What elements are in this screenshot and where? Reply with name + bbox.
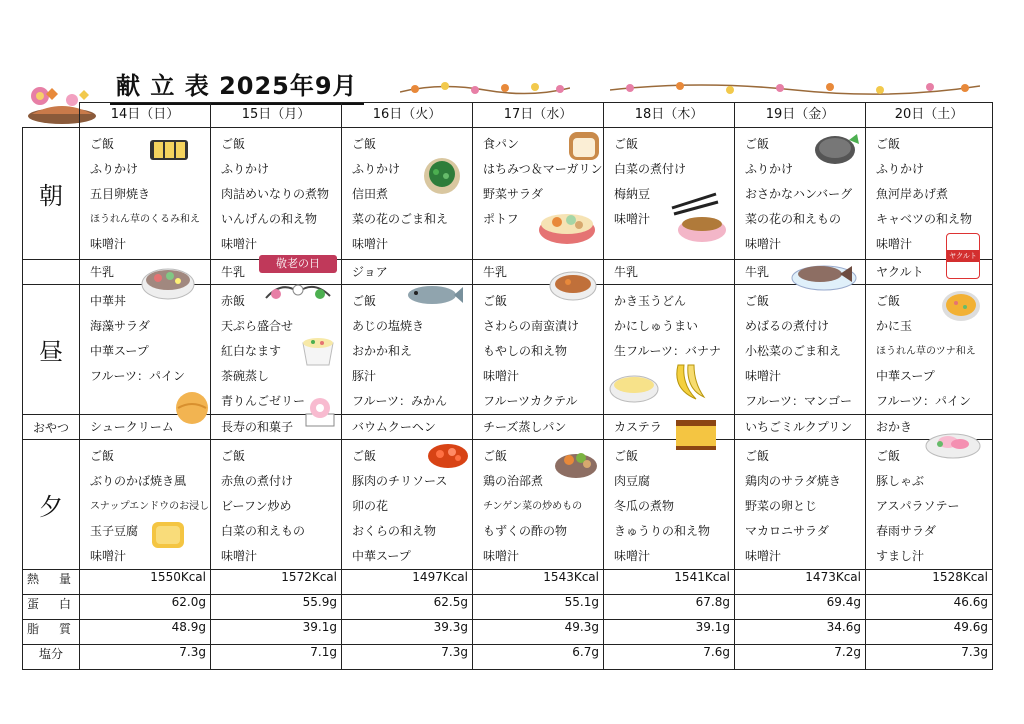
menu-item: 肉詰めいなりの煮物 (221, 187, 330, 201)
menu-cell (473, 285, 604, 415)
menu-item: 信田煮 (352, 187, 389, 201)
day-header: 19日（金） (735, 103, 866, 128)
cream-puff-icon (174, 390, 210, 426)
menu-item: ご飯 (221, 449, 246, 463)
menu-table (22, 102, 993, 670)
menu-item: ご飯 (483, 294, 508, 308)
nutrition-value: 69.4g (735, 595, 866, 620)
day-header: 17日（水） (473, 103, 604, 128)
day-header: 15日（月） (211, 103, 342, 128)
menu-item: さわらの南蛮漬け (483, 319, 580, 333)
menu-item: 中華スープ (90, 344, 149, 358)
leaf-garland-icon (610, 78, 980, 100)
row-label-lunch: 昼 (23, 285, 80, 415)
menu-item: 中華丼 (90, 294, 127, 308)
menu-item: もずくの酢の物 (483, 524, 568, 538)
nutrition-value: 48.9g (80, 620, 211, 645)
nutrition-label: 塩分 (23, 645, 80, 670)
menu-item: おさかなハンバーグ (745, 187, 853, 201)
menu-item: おかか和え (352, 344, 413, 358)
menu-item: 鶏肉のサラダ焼き (745, 474, 841, 488)
nutrition-value: 49.3g (473, 620, 604, 645)
nutrition-value: 7.3g (80, 645, 211, 670)
menu-item: 味噌汁 (221, 549, 258, 563)
menu-item: 白菜の和えもの (221, 524, 306, 538)
menu-item: 青りんごゼリー (221, 394, 306, 408)
menu-item: ふりかけ (90, 162, 139, 176)
row-label-drink (23, 260, 80, 285)
snack-item: バウムクーヘン (342, 415, 473, 440)
lunch-row (23, 285, 993, 415)
drink-item: ジョア (342, 260, 473, 285)
menu-item: 味噌汁 (614, 549, 651, 563)
nutrition-value: 6.7g (473, 645, 604, 670)
menu-item: キャベツの和え物 (876, 212, 973, 226)
udon-bowl-icon (608, 365, 660, 405)
menu-item: いんげんの和え物 (221, 212, 318, 226)
nutrition-value: 7.1g (211, 645, 342, 670)
nutrition-value: 1541Kcal (604, 570, 735, 595)
menu-item: ご飯 (483, 449, 508, 463)
menu-item: ほうれん草のツナ和え (876, 346, 976, 357)
menu-item: ご飯 (90, 137, 115, 151)
fish-hamburg-icon (813, 130, 861, 168)
nutrition-row (23, 620, 993, 645)
menu-item: すまし汁 (876, 549, 925, 563)
menu-item: スナップエンドウのお浸し (90, 501, 210, 512)
menu-item: かに玉 (876, 319, 913, 333)
nutrition-value: 39.1g (211, 620, 342, 645)
menu-cell (866, 285, 993, 415)
menu-item: 中華スープ (352, 549, 411, 563)
nutrition-row (23, 570, 993, 595)
day-header: 14日（日） (80, 103, 211, 128)
menu-cell (80, 128, 211, 260)
menu-item: 豚しゃぶ (876, 474, 925, 488)
menu-item: 紅白なます (221, 344, 282, 358)
menu-item: 肉豆腐 (614, 474, 651, 488)
celebration-crane-icon (262, 276, 334, 304)
drink-item: 牛乳 (604, 260, 735, 285)
menu-item: フルーツ：マンゴー (745, 394, 853, 408)
menu-item: ご飯 (221, 137, 246, 151)
yakult-label: ヤクルト (947, 250, 979, 262)
chawanmushi-icon (297, 329, 339, 369)
menu-item: 小松菜のごま和え (745, 344, 842, 358)
menu-item: ご飯 (614, 449, 639, 463)
menu-item: きゅうりの和え物 (614, 524, 711, 538)
menu-item: 菜の花の和えもの (745, 212, 842, 226)
spinach-bowl-icon (420, 156, 464, 196)
menu-item: もやしの和え物 (483, 344, 568, 358)
pot-au-feu-icon (537, 200, 597, 248)
menu-cell (604, 440, 735, 570)
menu-item: 白菜の煮付け (614, 162, 687, 176)
wagashi-icon (304, 392, 336, 428)
menu-cell (735, 128, 866, 260)
leaf-garland-icon (400, 78, 570, 100)
menu-item: 味噌汁 (745, 369, 782, 383)
dinner-row (23, 440, 993, 570)
day-header: 18日（木） (604, 103, 735, 128)
menu-item: 豚肉のチリソース (352, 474, 448, 488)
menu-item: ふりかけ (876, 162, 925, 176)
snack-item: チーズ蒸しパン (473, 415, 604, 440)
menu-item: ご飯 (614, 137, 639, 151)
menu-item: ご飯 (876, 449, 901, 463)
menu-item: ご飯 (876, 294, 901, 308)
menu-item: ご飯 (745, 449, 770, 463)
drink-item: 牛乳 (80, 260, 211, 285)
menu-item: ご飯 (352, 449, 377, 463)
menu-item: 食パン (483, 137, 520, 151)
menu-item: 味噌汁 (483, 549, 520, 563)
natto-bowl-icon (666, 190, 730, 246)
menu-cell (604, 285, 735, 415)
menu-cell (342, 128, 473, 260)
nutrition-label: 蛋 白 (23, 595, 80, 620)
nutrition-value: 62.5g (342, 595, 473, 620)
nutrition-value: 39.1g (604, 620, 735, 645)
nutrition-label: 熱 量 (23, 570, 80, 595)
menu-cell (473, 440, 604, 570)
nutrition-value: 49.6g (866, 620, 993, 645)
menu-item: 野菜サラダ (483, 187, 543, 201)
toast-icon (565, 128, 603, 162)
menu-item: 味噌汁 (876, 237, 913, 251)
snack-item: 長寿の和菓子 (211, 415, 342, 440)
banana-icon (668, 359, 708, 405)
menu-item: めばるの煮付け (745, 319, 830, 333)
aji-fish-icon (404, 282, 464, 308)
menu-item: 春雨サラダ (876, 524, 936, 538)
menu-item: あじの塩焼き (352, 319, 425, 333)
nutrition-value: 55.9g (211, 595, 342, 620)
breakfast-row (23, 128, 993, 260)
menu-item: ぶりのかば焼き風 (90, 474, 187, 488)
snack-item: いちごミルクプリン (735, 415, 866, 440)
nutrition-value: 1528Kcal (866, 570, 993, 595)
drink-item: 牛乳 (735, 260, 866, 285)
menu-item: ふりかけ (221, 162, 270, 176)
menu-item: ご飯 (745, 137, 770, 151)
menu-item: 味噌汁 (745, 237, 782, 251)
mebaru-fish-icon (790, 256, 858, 292)
chukadon-bowl-icon (140, 258, 196, 302)
snack-row (23, 415, 993, 440)
nutrition-value: 1497Kcal (342, 570, 473, 595)
menu-item: 菜の花のごま和え (352, 212, 449, 226)
menu-item: 卯の花 (352, 499, 389, 513)
menu-item: 味噌汁 (352, 237, 389, 251)
nutrition-row (23, 645, 993, 670)
menu-cell (604, 128, 735, 260)
menu-item: かにしゅうまい (614, 319, 699, 333)
row-label-dinner: 夕 (23, 440, 80, 570)
menu-item: 梅納豆 (614, 187, 651, 201)
kanitama-icon (940, 287, 982, 323)
menu-item: フルーツ：パイン (876, 394, 972, 408)
day-header: 16日（火） (342, 103, 473, 128)
nutrition-row (23, 595, 993, 620)
nutrition-value: 39.3g (342, 620, 473, 645)
menu-item: 赤飯 (221, 294, 246, 308)
menu-item: 味噌汁 (90, 237, 127, 251)
menu-item: 野菜の卵とじ (745, 499, 818, 513)
page-title: 献 立 表 2025年9月 (110, 70, 364, 105)
nutrition-value: 1543Kcal (473, 570, 604, 595)
nutrition-value: 46.6g (866, 595, 993, 620)
menu-item: フルーツ：パイン (90, 369, 186, 383)
nutrition-value: 1473Kcal (735, 570, 866, 595)
nutrition-value: 7.3g (866, 645, 993, 670)
nutrition-value: 7.6g (604, 645, 735, 670)
menu-item: 海藻サラダ (90, 319, 150, 333)
nutrition-value: 55.1g (473, 595, 604, 620)
menu-item: 魚河岸あげ煮 (876, 187, 949, 201)
menu-item: ふりかけ (745, 162, 794, 176)
menu-item: 冬瓜の煮物 (614, 499, 675, 513)
menu-item: ビーフン炒め (221, 499, 292, 513)
nutrition-value: 67.8g (604, 595, 735, 620)
drink-item: ヤクルト (866, 260, 993, 285)
day-header-row (23, 103, 993, 128)
menu-item: ご飯 (90, 449, 115, 463)
tamagoyaki-icon (148, 134, 190, 164)
menu-cell (211, 128, 342, 260)
snack-item: カステラ (604, 415, 735, 440)
menu-item: チンゲン菜の炒めもの (483, 501, 583, 512)
menu-item: ふりかけ (352, 162, 401, 176)
menu-item: 味噌汁 (90, 549, 127, 563)
menu-item: おくらの和え物 (352, 524, 437, 538)
menu-item: アスパラソテー (876, 499, 960, 513)
menu-item: ご飯 (352, 294, 377, 308)
castella-icon (674, 416, 718, 454)
menu-item: ほうれん草のくるみ和え (90, 214, 200, 225)
menu-item: 赤魚の煮付け (221, 474, 294, 488)
nanban-zuke-icon (548, 264, 598, 304)
corner-cell (23, 103, 80, 128)
yakult-bottle-icon (946, 233, 980, 279)
menu-item: かき玉うどん (614, 294, 687, 308)
menu-item: 味噌汁 (221, 237, 258, 251)
nutrition-value: 7.3g (342, 645, 473, 670)
menu-item: ポトフ (483, 212, 519, 226)
menu-item: フルーツ：みかん (352, 394, 448, 408)
menu-item: ご飯 (745, 294, 770, 308)
nutrition-value: 1572Kcal (211, 570, 342, 595)
nutrition-value: 34.6g (735, 620, 866, 645)
row-label-snack: おやつ (23, 415, 80, 440)
menu-item: 五目卵焼き (90, 187, 151, 201)
menu-cell (342, 440, 473, 570)
buta-shabu-icon (924, 424, 982, 460)
row-label-breakfast: 朝 (23, 128, 80, 260)
menu-item: 生フルーツ：バナナ (614, 344, 722, 358)
menu-item: フルーツカクテル (483, 394, 578, 408)
snack-item: おかき (866, 415, 993, 440)
nutrition-label: 脂 質 (23, 620, 80, 645)
drink-item: 牛乳 (211, 260, 342, 285)
menu-item: 豚汁 (352, 369, 377, 383)
menu-item: 鶏の治部煮 (483, 474, 544, 488)
nutrition-value: 1550Kcal (80, 570, 211, 595)
drink-item: 牛乳 (473, 260, 604, 285)
menu-item: ご飯 (876, 137, 901, 151)
menu-item: マカロニサラダ (745, 524, 829, 538)
jibuni-bowl-icon (553, 442, 599, 480)
menu-cell (473, 128, 604, 260)
nutrition-value: 62.0g (80, 595, 211, 620)
menu-cell (735, 285, 866, 415)
menu-item: 味噌汁 (745, 549, 782, 563)
menu-item: 茶碗蒸し (221, 369, 270, 383)
chili-pork-icon (426, 440, 470, 470)
menu-item: 天ぷら盛合せ (221, 319, 294, 333)
menu-cell (211, 440, 342, 570)
menu-item: 中華スープ (876, 369, 935, 383)
menu-cell (80, 440, 211, 570)
tamago-tofu-icon (146, 514, 190, 554)
menu-item: ご飯 (352, 137, 377, 151)
menu-item: 玉子豆腐 (90, 524, 139, 538)
snack-item: シュークリーム (80, 415, 211, 440)
menu-item: 味噌汁 (483, 369, 520, 383)
keiro-no-hi-badge: 敬老の日 (259, 255, 337, 273)
day-header: 20日（土） (866, 103, 993, 128)
menu-item: 味噌汁 (614, 212, 651, 226)
nutrition-value: 7.2g (735, 645, 866, 670)
menu-item: はちみつ＆マーガリン (483, 162, 603, 176)
menu-cell (735, 440, 866, 570)
